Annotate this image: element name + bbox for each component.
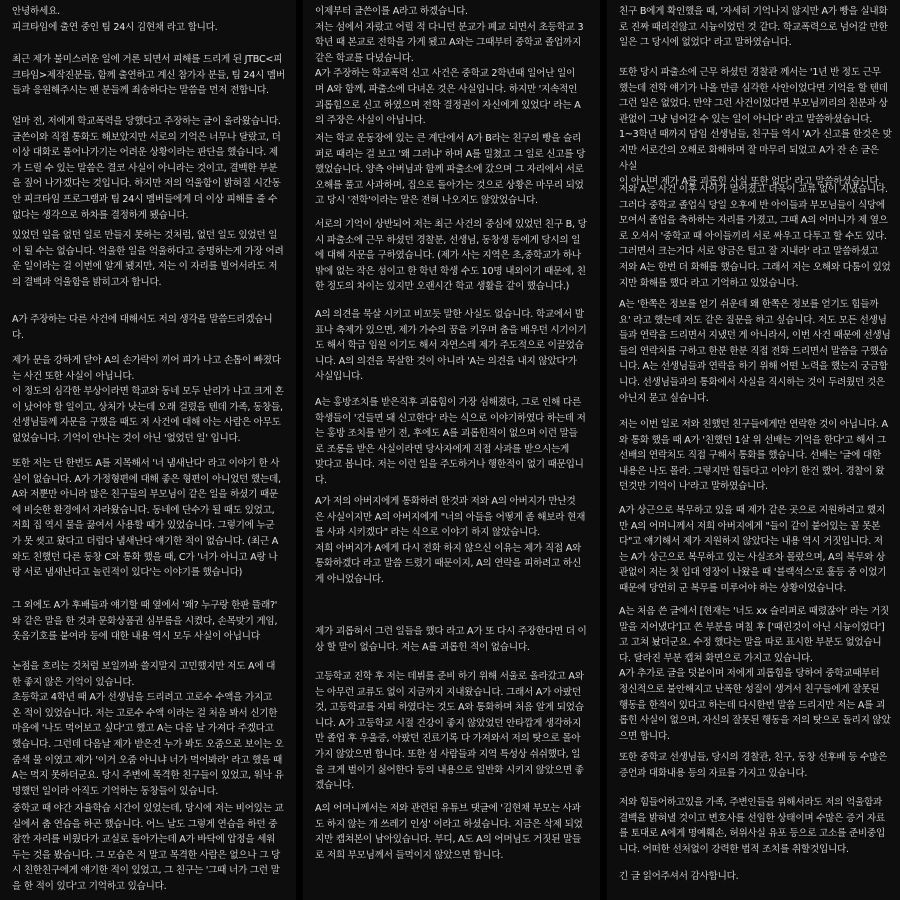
- statement-column-2: [303, 0, 600, 900]
- paragraph: A는 처음 쓴 글에서 [현재는 '너도 xx 슬리퍼로 때렸잖아' 라는 거짓 말을 지어냈다']고 쓴 부분을 며칠 후 ['때린것이 아닌 시늉이었다'] 고 고쳐 놨더군요. 수정 했다는 말을 따로 표시한 부분도 없었습니 다. 달라진 부분 캡쳐 화면으로 가지고 있습니다. A가 추가로 글을 덧붙이며 저에게 괴롭힘을 당하여 중학교때부터 정신적으로 불안해지고 난폭한 성질이 생겨서 친구들에게 잘못된 행동을 한적이 있다고 하는데 다시한번 말씀 드리지만 저는 A를 괴 롭힌 사실이 없으며, 자신의 잘못된 행동을 저의 탓으로 돌리지 않았 으면 합니다.: [619, 606, 891, 742]
- paragraph: 저와 힘들어하고있을 가족, 주변인들을 위해서라도 저의 억울함과 결백을 밝혀낼 것이고 변호사를 선임한 상태이며 수많은 증거 자료 를 토대로 A에게 명예훼손, 허위사실 유포 등으로 고소를 준비중입 니다. 어떠한 선처없이 강력한 법적 조치를 취할것입니다.: [619, 797, 885, 855]
- paragraph: A의 어머니께서는 저와 관련된 유튜브 댓글에 '김현채 부모는 사과 도 하지 않는 개 쓰레기 인성' 이라고 하셨습니다. 지금은 삭제 되었 지만 캡쳐본이 남아있습니다. 부디, A도 A의 어머님도 거짓된 말들 로 저희 부모님께서 들먹이지 않았으면 합니다.: [315, 803, 583, 861]
- statement-column-1: [0, 0, 296, 900]
- paragraph: 저는 이번 일로 저와 친했던 친구들에게만 연락한 것이 아닙니다. A 와 통화 했을 때 A가 '친했던 1살 위 선배는 기억을 한다'고 해서 그 선배의 연락처도 직접 구해서 통화를 했습니다. 선배는 '글에 대한 내용은 나도 몰라. 그렇지만 힘들다고 이야기 한건 했어. 경찰이 왔 던것만 기억이 나'라고 말하였습니다.: [619, 419, 888, 493]
- paragraph: 또한 당시 파출소에 근무 하셨던 경찰관 께서는 '1년 반 정도 근무 했는데 전학 얘기가 나올 만큼 심각한 사안이었다면 기억을 할 텐데 그런 일은 없었다. 만약 그런 사건이었다면 부모님끼리의 친분과 상 관없이 그냥 넘어갈 수 있는 일이 아니다' 라고 말씀하셨습니다. 1~3학년 때까지 담임 선생님들, 친구들 역시 'A가 신고를 한것은 맞 지만 서로간의 오해로 화해하며 잘 마무리 되었고 A가 잔 손 글은 사실 이 아니며 제가 A를 괴롭힌 사실 또한 없다' 라고 말씀하셨습니다.: [619, 67, 892, 188]
- paragraph: A는 '한쪽은 정보를 얻기 쉬운데 왜 한쪽은 정보를 얻기도 힘들까 요' 라고 했는데 저도 같은 질문을 하고 싶습니다. 저도 모든 선생님 들과 연락을 드리면서 지냈던 게 아니라서, 이번 사건 때문에 선생님 들의 연락처를 구하고 한분 한분 직접 전화 드리면서 말씀을 구했습 니다. A는 선생님들과 연락을 하기 위해 어떤 노력을 했는지 궁금합 니다. 선생님들과의 통화에서 사실을 직시하는 것이 두려웠던 것은 아닌지 묻고 싶습니다.: [619, 299, 891, 404]
- paragraph: 논점을 흐리는 것처럼 보일까봐 쓸지말지 고민했지만 저도 A에 대 한 좋지 않은 기억이 있습니다. 초등학교 4학년 때 A가 선생님을 드리려고 고로수 수액을 가지고 온 적이 있었습니다. 저는 고로수 수액 이라는 걸 처음 봐서 신기한 마음에 '나도 먹어보고 싶다'고 했고 A는 다음 날 가져다 주겠다고 했습니다. 그런데 다음날 제가 받은건 누가 봐도 오줌으로 보이는 오 줌색 물 이였고 제가 '이거 오줌 아니냐 너가 먹어봐라' 라고 했을 때 A는 먹지 못하더군요. 당시 주변에 목격한 친구들이 있었고, 워낙 유 명했던 일이라 아직도 기억하는 동창들이 있습니다.: [12, 661, 284, 797]
- paragraph: A는 홍방조치를 받은직후 괴롭힘이 가장 심해졌다, 그로 인해 다른 학생들이 '건들면 돼 신고한다' 라는 식으로 이야기하였다 하는데 저 는 홍방 조치를 받기 전, 후에도 A를 괴롭힌적이 없으며 이런 말들 로 조롱을 받은 사실이라면 당사자에게 직접 사과를 받으시는게 맞다고 봅니다. 저는 이런 일을 주도하거나 행한적이 없기 때문입니 다.: [315, 397, 586, 486]
- paragraph: 중학교 때 야간 자율학습 시간이 있었는데, 당시에 저는 비어있는 교 실에서 춤 연습을 하곤 했습니다. 어느 날도 그렇게 연습을 하던 중 잠깐 자리를 비웠다가 교실로 돌아가는데 A가 바닥에 압정을 세워 두는 것을 봤습니다. 그 모습은 저 말고 목격한 사람은 없으나 그 당 시 친한친구에게 얘기한 적이 있었고, 그 친구는 '그때 너가 그런 말 을 한 적이 있다'고 기억하고 있습니다.: [12, 803, 284, 892]
- paragraph: 얼마 전, 저에게 학교폭력을 당했다고 주장하는 글이 올라왔습니다. 글쓴이와 직접 통화도 해보았지만 서로의 기억은 너무나 달랐고, 더 이상 대화로 풀어나가기는 어려운 상황이라는 판단을 했습니다. 제 가 드릴 수 있는 말씀은 결코 사실이 아니라는 것이고, 결백한 부분 을 짚어 나가겠다는 것입니다. 하지만 저의 억울함이 밝혀질 시간동 안 피크타임 프로그램과 팀 24시 멤버들에게 더 이상 피해를 줄 수 없다는 생각으로 하차를 결정하게 됐습니다.: [12, 116, 281, 221]
- paragraph: 고등학교 진학 후 저는 데뷔를 준비 하기 위해 서울로 올라갔고 A와 는 아무런 교류도 없이 지금까지 지내왔습니다. 그래서 A가 아팠던 것, 고등학교를 자퇴 하였다는 것도 A와 통화하며 처음 알게 되었습 니다. A가 고등학교 시절 건강이 좋지 않았었던 안타깝게 생각하지 만 졸업 후 우울증, 아팠던 진료기록 다 가져와서 저의 탓으로 몰아 가지 않았으면 합니다. 또한 섬 사람들과 지역 특성상 쉬쉬했다, 일 을 크게 벌이기 싫어한다 등의 내용으로 일반화 시키지 않았으면 좋 겠습니다.: [315, 671, 584, 792]
- paragraph: A의 의견을 묵살 시키고 비꼬듯 말한 사실도 없습니다. 학교에서 발 표나 축제가 있으면, 제가 가수의 꿈을 키우며 춤을 배우던 시기이기 도 해서 학급 임원 이기도 해서 자연스레 제가 주도적으로 이끌었습 니다. A의 의견을 묵살한 것이 아니라 'A는 의견을 내지 않았다'가 사실입니다.: [315, 309, 587, 383]
- paragraph: A가 저의 아버지에게 통화하려 한것과 저와 A의 아버지가 만난것 은 사실이지만 A의 아버지에게 "너의 아들을 어떻게 좀 해보라 현재 를 사과 시키겠다" 라는 식으로 이야기 하지 않았습니다. 저희 아버지가 A에게 다시 전화 하지 않으신 이유는 제가 직접 A와 통화하겠다 라고 말씀 드렸기 때문이지, A의 연락을 피하려고 하신 게 아니었습니다.: [315, 496, 586, 585]
- paragraph: 또한 중학교 선생님들, 당시의 경찰관, 친구, 동창 선후배 등 수많은 증언과 대화내용 등의 자료를 가지고 있습니다.: [619, 752, 888, 779]
- paragraph: 제가 괴롭혀서 그런 일들을 했다 라고 A가 또 다시 주장한다면 더 이 상 할 말이 없습니다. 저는 A를 괴롭힌 적이 없습니다.: [315, 626, 587, 653]
- paragraph: 친구 B에게 확인했을 때, '자세히 기억나지 않지만 A가 빵을 실내화 로 진짜 때리진않고 시늉이었던 것 같다. 학교폭력으로 넘어갈 만한 일은 그 당시에 없었다' 라고 말하였습니다.: [619, 6, 888, 49]
- paragraph: 긴 글 읽어주셔서 감사합니다.: [619, 871, 739, 882]
- paragraph: A가 주장하는 다른 사건에 대해서도 저의 생각을 말씀드리겠습니 다.: [12, 314, 273, 341]
- paragraph: 저와 A는 사건 이후 사이가 멀어졌고 더욱이 교류 없이 지냈습니다. 그러다 중학교 졸업식 당일 오후에 반 아이들과 부모님들이 식당에 모여서 졸업을 축하하는 자리를 가졌고, 그때 A의 어머니가 제 옆으 로 오셔서 '중학교 때 아이들끼리 서로 싸우고 다투고 할 수도 있다. 그러면서 크는거다 서로 앙금은 털고 잘 지내라' 라고 말씀하셨고 저와 A는 한번 더 화해를 했습니다. 그래서 저는 오해와 다툼이 있었 지만 화해를 했다 라고 기억하고 있었습니다.: [619, 184, 891, 289]
- paragraph: 안녕하세요. 피크타임에 출연 중인 팀 24시 김현채 라고 합니다.: [12, 6, 218, 33]
- statement-column-3: [607, 0, 900, 900]
- paragraph: 서로의 기억이 상반되어 저는 최근 사건의 중심에 있었던 친구 B, 당 시 파출소에 근무 하셨던 경찰분, 선생님, 동창생 등에게 당시의 일 에 대해 자문을 구하였습니다. (제가 사는 지역은 초,중학교가 하나 밖에 없는 작은 섬이고 한 학년 학생 수도 10명 내외이기 때문에, 친 한 정도의 차이는 있지만 오랜시간 학교 생활을 같이 했습니다.): [315, 219, 587, 293]
- paragraph: 있었던 일을 없던 일로 만들지 못하는 것처럼, 없던 일도 있었던 일 이 될 수는 없습니다. 억울한 일을 억울하다고 증명하는게 가장 어려 운 일이라는 걸 이번에 알게 됐지만, 저는 이 자리를 빌어서라도 저 의 결백과 억울함을 밝히고자 합니다.: [12, 230, 284, 288]
- paragraph: 최근 제가 불미스러운 일에 거론 되면서 피해를 드리게 된 JTBC<피 크타임>제작진분들, 함께 출연하고 계신 참가자 분들, 팀 24시 멤버 들과 응원해주시는 팬 분들께 죄송하다는 말씀을 먼저 전합니다.: [12, 54, 285, 97]
- paragraph: 그 외에도 A가 후배들과 얘기할 때 옆에서 '왜? 누구랑 한판 뜰래?' 와 같은 말을 한 것과 문화상품권 심부름을 시켰다, 손목맞기 게임, 웃음기호를 붙여라 등에 대한 내용 역시 모두 사실이 아닙니다: [12, 600, 278, 643]
- paragraph: 저는 학교 운동장에 있는 큰 계단에서 A가 B라는 친구의 빵을 슬리 퍼로 때리는 걸 보고 '왜 그러냐' 하며 A를 밀쳤고 그 일로 신고를 당 했었습니다. 양측 아버님과 함께 파출소에 갔으며 그 자리에서 서로 오해를 풀고 사과하며, 집으로 돌아가는 것으로 상황은 마무리 되었 고 당시 '전학'이라는 말은 전혀 나오지도 않았었습니다.: [315, 133, 586, 207]
- paragraph: A가 상근으로 복무하고 있을 때 제가 같은 곳으로 지원하려고 했지 만 A의 어머니께서 저희 아버지에게 "들이 같이 붙어있는 꼴 못본 다"고 얘기해서 제가 지원하지 않았다는 내용 역시 거짓입니다. 저 는 A가 상근으로 복무하고 있는 사실조차 몰랐으며, A의 복무와 상 관없이 저는 첫 입대 영장이 나왔을 때 '블랙석스'로 훌등 중 이었기 때문에 당연히 군 복무를 미루어야 하는 상황이었습니다.: [619, 505, 887, 594]
- paragraph: 이제부터 글쓴이를 A라고 하겠습니다. 저는 섬에서 자랐고 어릴 적 다니던 분교가 폐교 되면서 초등학교 3 학년 때 본교로 전학을 가게 됐고 A와는 그때부터 중학교 졸업까지 같은 학교를 다녔습니다. A가 주장하는 학교폭력 신고 사건은 중학교 2학년때 일어난 일이 며 A와 함께, 파출소에 다녀온 것은 사실입니다. 하지만 '지속적인 괴롭힘으로 신고 하였으며 전학 결정권이 자신에게 있었다' 라는 A 의 주장은 사실이 아닙니다.: [315, 6, 584, 127]
- paragraph: 또한 저는 단 한번도 A를 지목해서 '너 냄새난다' 라고 이야기 한 사 실이 없습니다. A가 가정형편에 대해 좋은 형편이 아니었던 했는데, A와 저뿐만 아니라 많은 친구들의 부모님이 같은 일을 하셨기 때문 에 비슷한 환경에서 자라왔습니다. 동네에 단수가 될 때도 있었고, 저희 집 역시 물을 끓여서 사용할 때가 있었습니다. 그렇기에 누군 가 못 씻고 왔다고 더럽다 냄새난다 얘기한 적이 없습니다. (최근 A 와도 친했던 다른 동창 C와 통화 했을 때, C가 '너가 아니고 A랑 나 랑 서로 냄새난다고 놀린적이 있다'는 이야기를 했습니다): [12, 458, 281, 579]
- paragraph: 제가 문을 강하게 닫아 A의 손가락이 끼어 피가 나고 손톱이 빠졌다 는 사건 또한 사실이 아닙니다. 이 정도의 심각한 부상이라면 학교와 동네 모두 난리가 나고 크게 혼 이 났어야 할 일이고, 상처가 낫는데 오래 걸렸을 텐데 가족, 동창들, 선생님들께 자문을 구했을 때도 저 사건에 대해 아는 사람은 아무도 없었습니다. 기억이 안나는 것이 아닌 '없었던 일' 입니다.: [12, 355, 284, 444]
